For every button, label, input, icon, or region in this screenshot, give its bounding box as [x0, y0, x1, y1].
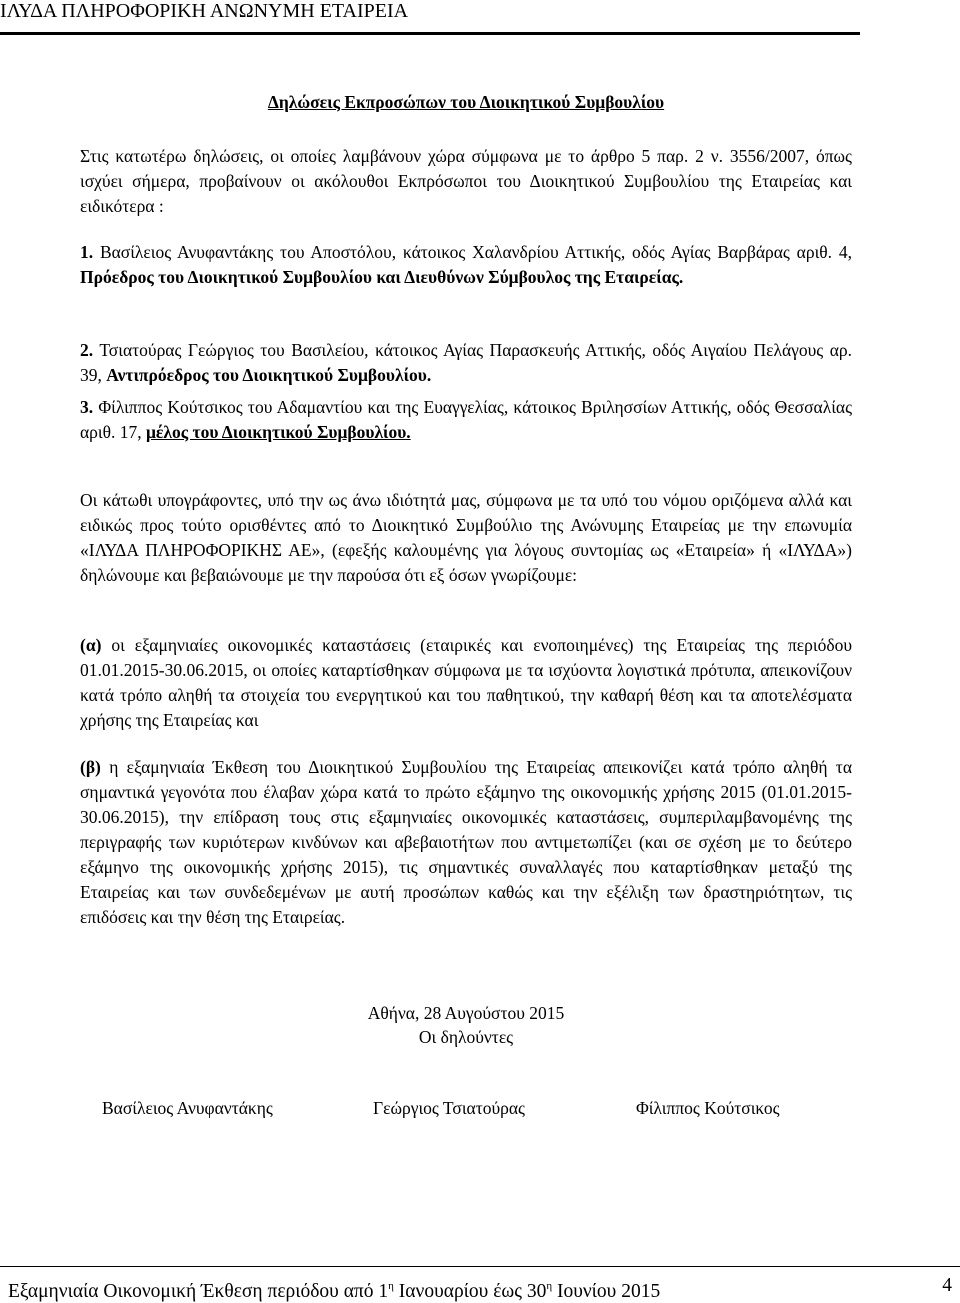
signature-place-date — [80, 1001, 852, 1049]
point-a — [80, 633, 852, 733]
signer-name: Βασίλειος Ανυφαντάκης — [102, 1098, 273, 1118]
footer-text: Εξαμηνιαία Οικονομική Έκθεση περιόδου από 1 — [8, 1281, 389, 1302]
rep-role: Αντιπρόεδρος του Διοικητικού Συμβουλίου. — [106, 365, 432, 385]
declaration-paragraph: Οι κάτωθι υπογράφοντες, υπό την ως άνω ιδιότητά μας, σύμφωνα με τα υπό του νόμου οριζόμενα αλλά και ειδικώς προς τούτο ορισθέντες από το Διοικητικό Συμβούλιο της Ανώνυμης Εταιρείας με την επωνυμία «ΙΛΥΔΑ ΠΛΗΡΟΦΟΡΙΚΗΣ ΑΕ», (εφεξής καλουμένης για λόγους συντομίας ως «Εταιρεία» ή «ΙΛΥΔΑ») δηλώνουμε και βεβαιώνουμε με την παρούσα ότι εξ όσων γνωρίζουμε: — [80, 490, 852, 585]
company-header: ΙΛΥΔΑ ΠΛΗΡΟΦΟΡΙΚΗ ΑΝΩΝΥΜΗ ΕΤΑΙΡΕΙΑ — [0, 0, 409, 22]
page-number: 4 — [942, 1275, 952, 1296]
point-a-text: οι εξαμηνιαίες οικονομικές καταστάσεις (εταιρικές και ενοποιημένες) της Εταιρείας της περιόδου 01.01.2015-30.06.2015, οι οποίες καταρτίσθηκαν σύμφωνα με τα ισχύοντα λογιστικά πρότυπα, απεικονίζουν κατά τρόπο αληθή τα στοιχεία του ενεργητικού και του παθητικού, την καθαρή θέση και τα αποτελέσματα χρήσης της Εταιρείας και — [80, 635, 852, 730]
intro-paragraph: Στις κατωτέρω δηλώσεις, οι οποίες λαμβάνουν χώρα σύμφωνα με το άρθρο 5 παρ. 2 ν. 3556/2007, όπως ισχύει σήμερα, προβαίνουν οι ακόλουθοι Εκπρόσωποι του Διοικητικού Συμβουλίου της Εταιρείας και ειδικότερα : — [80, 146, 852, 216]
point-a-label: (α) — [80, 635, 102, 655]
footer-sup: η — [388, 1280, 394, 1292]
rep-details: Βασίλειος Ανυφαντάκης του Αποστόλου, κάτοικος Χαλανδρίου Αττικής, οδός Αγίας Βαρβάρας αριθ. 4, — [93, 242, 852, 262]
rep-details: Φίλιππος Κούτσικος του Αδαμαντίου και της Ευαγγελίας, κάτοικος Βριλησσίων Αττικής, οδός Θεσσαλίας αριθ. 17, — [80, 397, 852, 442]
point-b-label: (β) — [80, 757, 101, 777]
rep-details: Τσιατούρας Γεώργιος του Βασιλείου, κάτοικος Αγίας Παρασκευής Αττικής, οδός Αιγαίου Πελάγους αρ. 39, — [80, 340, 852, 385]
declarants-label: Οι δηλούντες — [418, 1027, 514, 1047]
place-date: Αθήνα, 28 Αυγούστου 2015 — [367, 1003, 565, 1023]
page-title-text: Δηλώσεις Εκπροσώπων του Διοικητικού Συμβουλίου — [267, 92, 665, 112]
header-divider — [0, 32, 860, 35]
footer-divider — [0, 1266, 960, 1267]
rep-role: Πρόεδρος του Διοικητικού Συμβουλίου και Διευθύνων Σύμβουλος της Εταιρείας. — [80, 267, 684, 287]
footer-text: Ιουνίου 2015 — [552, 1281, 661, 1302]
signer-name: Γεώργιος Τσιατούρας — [373, 1098, 525, 1118]
rep-role: μέλος του Διοικητικού Συμβουλίου. — [146, 422, 411, 442]
page-title — [80, 91, 852, 113]
representative-3 — [80, 395, 852, 445]
representative-1 — [80, 240, 852, 290]
rep-number: 1. — [80, 242, 94, 262]
point-b — [80, 755, 852, 930]
point-b-text: η εξαμηνιαία Έκθεση του Διοικητικού Συμβουλίου της Εταιρείας απεικονίζει κατά τρόπο αληθή τα σημαντικά γεγονότα που έλαβαν χώρα κατά το πρώτο εξάμηνο της οικονομικής χρήσης 2015 (01.01.2015-30.06.2015), την επίδραση τους στις εξαμηνιαίες οικονομικές καταστάσεις, συμπεριλαμβανομένης της περιγραφής των κυριότερων κινδύνων και αβεβαιοτήτων που αντιμετωπίζει (και σε σχέση με το δεύτερο εξάμηνο της οικονομικής χρήσης 2015), τις σημαντικές συναλλαγές που καταρτίσθηκαν μεταξύ της Εταιρείας και των συνδεδεμένων με αυτή προσώπων καθώς και την εξέλιξη των δραστηριότητων, τις επιδόσεις και την θέση της Εταιρείας. — [80, 757, 852, 927]
rep-number: 2. — [80, 340, 94, 360]
representative-2 — [80, 338, 852, 388]
signer-name: Φίλιππος Κούτσικος — [636, 1098, 780, 1118]
page-footer — [8, 1275, 952, 1303]
rep-number: 3. — [80, 397, 94, 417]
footer-sup: η — [546, 1280, 553, 1292]
footer-text: Ιανουαρίου έως 30 — [393, 1281, 547, 1302]
